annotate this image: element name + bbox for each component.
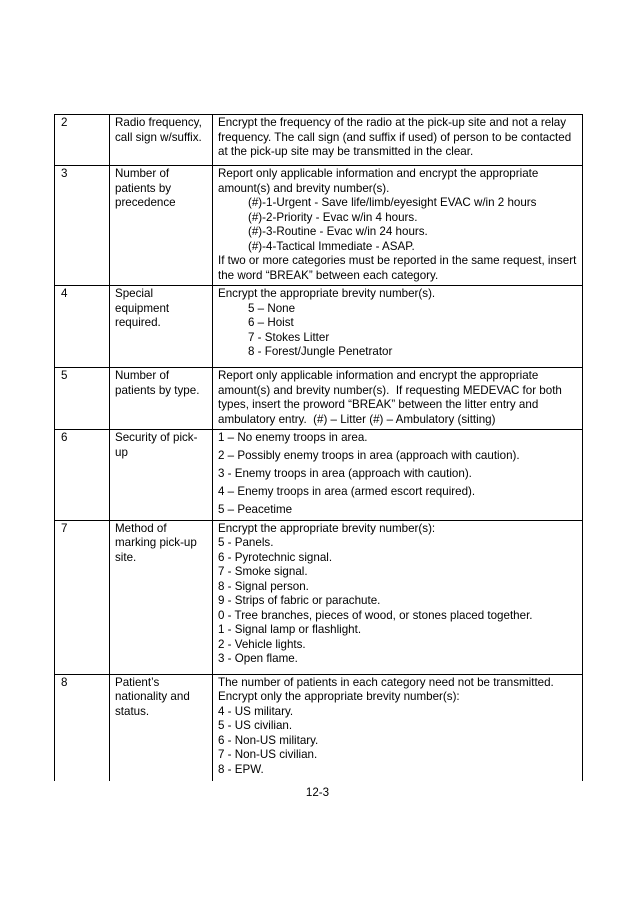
table-row: [55, 368, 583, 430]
description-line: Encrypt the appropriate brevity number(s).: [218, 287, 436, 300]
description-line: Encrypt the frequency of the radio at the pick-up site and not a relay frequency. The call sign (and suffix if used) of person to be contacted at the pick-up site may be transmitted in the clear.: [218, 116, 575, 158]
description-line: 2 – Possibly enemy troops in area (approach with caution).: [218, 449, 520, 462]
line-description: [213, 115, 583, 166]
description-line: 1 - Signal lamp or flashlight.: [218, 623, 362, 636]
description-line: 7 - Non-US civilian.: [218, 748, 318, 761]
line-number: 6: [55, 430, 110, 521]
description-line: 8 - Signal person.: [218, 579, 309, 593]
description-line: 5 - US civilian.: [218, 719, 293, 732]
line-category: Security of pick-up: [110, 430, 213, 521]
description-line: If two or more categories must be reported in the same request, insert the word “BREAK” between each category.: [218, 254, 580, 282]
table-row: [55, 115, 583, 166]
description-line: 3 - Open flame.: [218, 652, 298, 665]
line-category: Patient’s nationality and status.: [110, 674, 213, 781]
line-category: Number of patients by precedence: [110, 166, 213, 286]
description-line: 7 - Smoke signal.: [218, 565, 308, 578]
line-description: [213, 166, 583, 286]
line-category: Method of marking pick-up site.: [110, 520, 213, 674]
line-category: Number of patients by type.: [110, 368, 213, 430]
description-line: 4 – Enemy troops in area (armed escort required).: [218, 485, 476, 498]
line-number: 8: [55, 674, 110, 781]
description-line: Encrypt only the appropriate brevity number(s):: [218, 690, 460, 703]
description-line: 5 – Peacetime: [218, 503, 293, 516]
line-description: [213, 520, 583, 674]
description-line: 5 - Panels.: [218, 536, 274, 549]
description-line: (#)-3-Routine - Evac w/in 24 hours.: [248, 225, 428, 238]
description-line: Report only applicable information and encrypt the appropriate amount(s) and brevity number(s).: [218, 167, 542, 195]
description-line: (#)-4-Tactical Immediate - ASAP.: [248, 239, 415, 253]
description-line: 8 - EPW.: [218, 762, 264, 776]
description-line: 6 – Hoist: [248, 316, 294, 329]
line-description: [213, 674, 583, 781]
description-line: The number of patients in each category need not be transmitted.: [218, 675, 554, 689]
description-line: 1 – No enemy troops in area.: [218, 431, 368, 444]
medevac-request-table: [54, 114, 583, 781]
line-description: [213, 430, 583, 521]
line-number: 2: [55, 115, 110, 166]
line-category: Special equipment required.: [110, 286, 213, 368]
line-description: [213, 286, 583, 368]
description-line: 9 - Strips of fabric or parachute.: [218, 594, 381, 607]
line-number: 5: [55, 368, 110, 430]
table-row: [55, 674, 583, 781]
description-line: (#)-2-Priority - Evac w/in 4 hours.: [248, 210, 418, 224]
description-line: 0 - Tree branches, pieces of wood, or stones placed together.: [218, 608, 533, 622]
page-number: 12-3: [305, 786, 330, 799]
line-number: 3: [55, 166, 110, 286]
table-row: [55, 430, 583, 521]
description-line: 8 - Forest/Jungle Penetrator: [248, 345, 393, 358]
line-description: [213, 368, 583, 430]
description-line: 5 – None: [248, 301, 296, 315]
table-row: [55, 166, 583, 286]
description-line: Report only applicable information and encrypt the appropriate amount(s) and brevity number(s). If requesting MEDEVAC for both types, insert the proword “BREAK” between the litter entry and ambulatory entry. (#) – Litter (#) – Ambulatory (sitting): [218, 369, 566, 426]
description-line: (#)-1-Urgent - Save life/limb/eyesight EVAC w/in 2 hours: [248, 196, 537, 209]
description-line: 7 - Stokes Litter: [248, 330, 330, 344]
table-row: [55, 286, 583, 368]
line-category: Radio frequency, call sign w/suffix.: [110, 115, 213, 166]
table-row: [55, 520, 583, 674]
description-line: 2 - Vehicle lights.: [218, 637, 306, 651]
description-line: 3 - Enemy troops in area (approach with caution).: [218, 467, 472, 480]
description-line: 6 - Pyrotechnic signal.: [218, 550, 333, 564]
line-number: 4: [55, 286, 110, 368]
description-line: 4 - US military.: [218, 704, 294, 718]
line-number: 7: [55, 520, 110, 674]
description-line: 6 - Non-US military.: [218, 733, 319, 747]
description-line: Encrypt the appropriate brevity number(s):: [218, 521, 436, 535]
